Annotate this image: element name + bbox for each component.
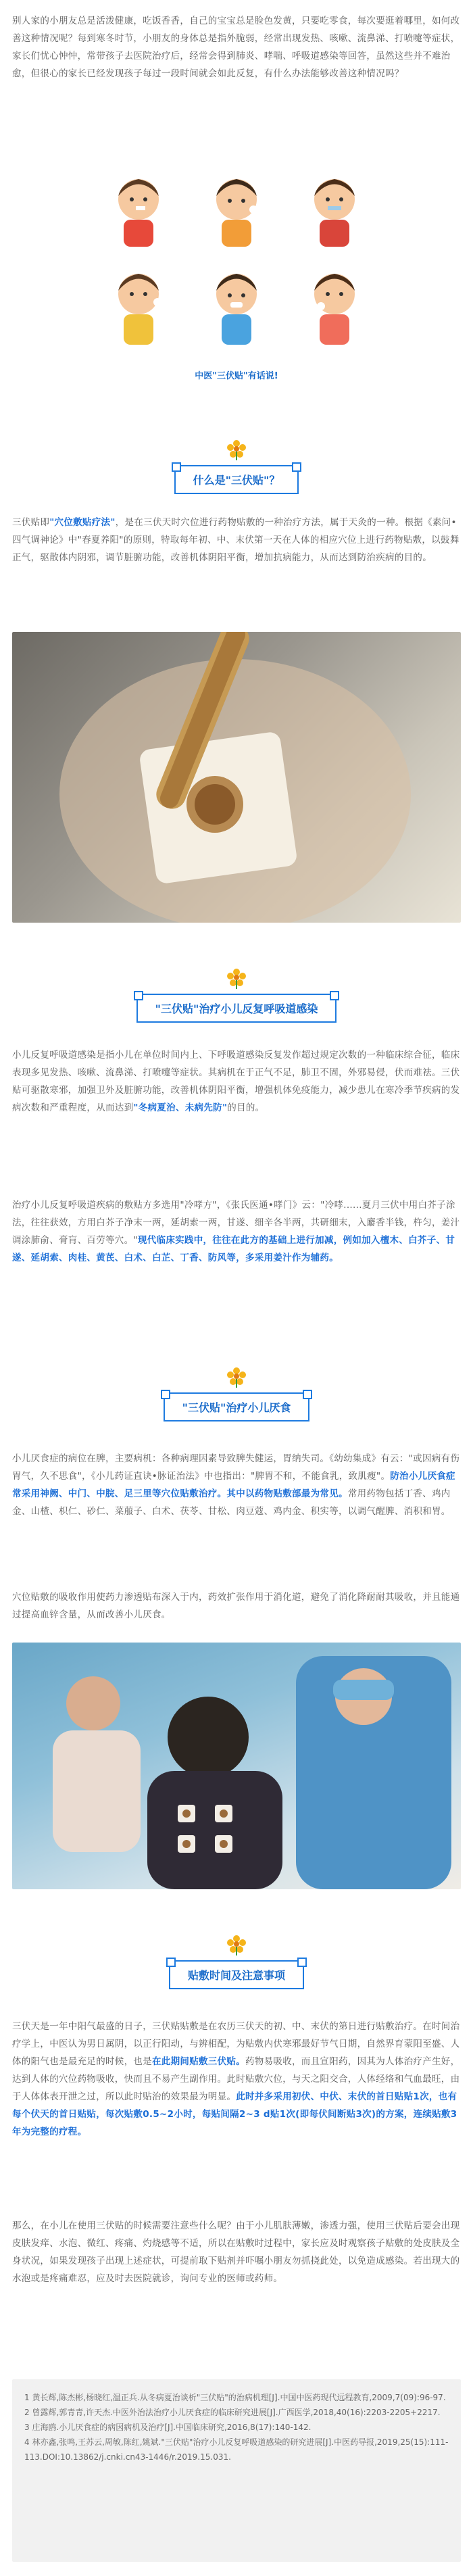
paragraph-timing (12, 2018, 461, 2141)
paragraph-absorption: 穴位贴敷的吸收作用使药力渗透贴布深入于内，药效扩张作用于消化道，避免了消化降耐耐其吸收，并且能通过提高血锌含量，从而改善小儿厌食。 (12, 1592, 460, 1620)
references-box (12, 2379, 461, 2562)
sick-children-illustration (98, 159, 375, 362)
p4-text-c: 常用药物包括丁香、鸡内金、山楂、枳仁、砂仁、菜菔子、白术、茯苓、甘松、肉豆蔻、鸡内金、积实等，以调气醒脾、消积和胃。 (12, 1488, 451, 1517)
child-cartoon-5 (216, 274, 257, 345)
flower-icon (225, 438, 248, 461)
paragraph-respiratory (12, 1046, 461, 1117)
flower-icon (225, 967, 248, 990)
section-title-2: "三伏贴"治疗小儿反复呼吸道感染 (136, 994, 337, 1023)
reference-item: 1 黄长辉,陈杰彬,杨晓红,温正兵.从冬病夏治谈析"三伏贴"的治病机理[J].中国中医药现代远程教育,2009,7(09):96-97. (24, 2393, 446, 2402)
paragraph-precautions: 那么，在小儿在使用三伏贴的时候需要注意些什么呢？由于小儿肌肤薄嫩，渗透力强，使用三伏贴后要会出现皮肤发痒、水泡、微红、疼痛、灼烧感等不适，所以在贴敷时过程中，家长应及时观察孩子贴敷的处皮肤及全身状况，如果发现孩子出现上述症状，可提前取下贴剂并吓嘱小朋友勿抓挠此处，以免造成感染。若出现大的水泡或是疼痛难忍，应及时去医院就诊，询问专业的医师或药师。 (12, 2220, 460, 2284)
flower-icon (225, 1933, 248, 1956)
paragraph-anorexia (12, 1450, 461, 1520)
section-title-3: "三伏贴"治疗小儿厌食 (164, 1392, 310, 1421)
child-cartoon-3 (314, 179, 355, 247)
reference-item: 3 庄海鸥.小儿厌食症的病因病机及治疗[J].中国临床研究,2016,8(17):140-142. (24, 2423, 312, 2432)
p2-text-c: 的目的。 (227, 1102, 265, 1113)
child-cartoon-6 (314, 274, 355, 345)
child-cartoon-4 (118, 274, 161, 345)
p1-text-c: ，是在三伏天时穴位进行药物贴敷的一种治疗方法，属于天灸的一种。根据《素问•四气调神论》中"春夏养阳"的原则，特取每年初、中、末伏第一天在人体的相应穴位上进行药物贴敷，以鼓舞正气，驱散体内阴邪，调节脏腑功能，改善机体阴阳平衡，增加抗病能力，从而达到防治疾病的目的。 (12, 517, 459, 563)
p3-text-a: 治疗小儿反复呼吸道疾病的敷贴方多选用"冷哮方"，《张氏医通•哮门》云："冷哮......夏月三伏中用白芥子涂法，往往获效，方用白芥子净末一两，延胡索一两，甘遂、细辛各半两，共研细末，入麝香半钱，杵匀，姜汁调涂肺俞、膏肓、百劳等穴。" (12, 1200, 460, 1246)
section-header-2 (0, 967, 473, 1023)
paragraph-formula (12, 1196, 461, 1267)
children-illustration-svg (98, 159, 375, 362)
reference-item: 4 林亦鑫,张鸣,王苏云,周敏,陈红,姚斌."三伏贴"治疗小儿反复呼吸道感染的研究进展[J].中医药导报,2019,25(15):111-113.DOI:10.13862/j.cnki.cn43-1446/r.2019.15.031. (24, 2437, 449, 2462)
child-cartoon-2 (216, 179, 257, 247)
intro-paragraph: 别人家的小朋友总是活泼健康，吃饭香香，自己的宝宝总是脸色发黄，只要吃零食，每次要逛着哪里，如何改善这种情况呢？每到寒冬时节，小朋友的身体总是指外脆弱，经常出现发热、咳嗽、流鼻涕、打喷嚏等症状，家长们忧心忡忡，常带孩子去医院治疗后，经常会得到肺炎、哮喘、呼吸道感染等回答，虽然这些并不难治愈，但很心的家长已经发现孩子每过一段时间就会如此反复，有什么办法能够改善这种情况吗？ (12, 16, 460, 79)
p2-text-a: 小儿反复呼吸道感染是指小儿在单位时间内上、下呼吸道感染反复发作超过规定次数的一种临床综合征，临床表现多见发热、咳嗽、流鼻涕、打喷嚏等症状。其病机在于正气不足，肺卫不固，外邪易侵，伏而难祛。三伏贴可驱散寒邪，加强卫外及脏腑功能，改善机体阴阳平衡，增强机体免疫能力，减少患儿在寒冷季节疾病的发病次数和严重程度，从而达到 (12, 1050, 460, 1113)
section-header-4 (0, 1933, 473, 1989)
flower-icon (225, 1365, 248, 1388)
p2-highlight: "冬病夏治、未病先防" (133, 1102, 228, 1113)
section-header-3 (0, 1365, 473, 1421)
child-cartoon-1 (118, 179, 159, 247)
section-title-1: 什么是"三伏贴"？ (174, 465, 299, 494)
p6-text-a: 三伏天是一年中阳气最盛的日子，三伏贴贴敷是在农历三伏天的初、中、末伏的第日进行贴敷治疗。在时间治疗学上，中医认为男日属阴，以正行阳动，与辨相配，为贴敷内伏寒邪最好节气日期，自然界育蒙阳至盛、人体的阳气也是最充足的时候，也是 (12, 2021, 460, 2067)
section-title-4: 贴敷时间及注意事项 (169, 1960, 304, 1989)
p4-text-a: 小儿厌食症的病位在脾，主要病机：各种病理因素导致脾失健运，胃纳失司。《幼幼集成》有云："或因病有伤胃气，久不思食"，《小儿药证直诀•脉证治法》中也指出："脾胃不和，不能食乳，致肌瘦"。 (12, 1453, 460, 1482)
reference-item: 2 曾露辉,郭青青,许天杰.中医外治法治疗小儿厌食症的临床研究进展[J].广西医学,2018,40(16):2203-2205+2217. (24, 2408, 441, 2417)
p6-text-c: 药物易吸收，而且宣阳药，因其为人体治疗产生好，达到人体的穴位药物吸收，快而且不易产生副作用。此时贴敷穴位，与天之阳交合，人体经络和气血最旺，由于人体体表开泄之过，所以此时贴治的效果最为明显。 (12, 2056, 460, 2102)
p4-highlight: 防治小儿厌食症常采用神阙、中门、中脘、足三里等穴位贴敷治疗。其中以药物贴敷部最为常见。 (12, 1471, 455, 1499)
p6-highlight-1: 在此期间贴敷三伏贴。 (152, 2056, 245, 2067)
child-treatment-photo (12, 1643, 461, 1889)
p1-text-a: 三伏贴即 (12, 517, 50, 528)
acupoint-patch-photo (12, 632, 461, 923)
subtitle: 中医"三伏贴"有话说! (195, 371, 278, 381)
p6-highlight-2: 此时并多采用初伏、中伏、末伏的首日贴贴1次，也有每个伏天的首日贴贴，每次贴敷0.5~2小时，每贴间隔2~3 d贴1次(即每伏间断贴3次)的方案，连续贴敷3年为完整的疗程。 (12, 2091, 457, 2137)
section-header-1 (0, 438, 473, 494)
p1-highlight: "穴位敷贴疗法" (49, 517, 116, 528)
paragraph-what-is (12, 514, 461, 566)
p3-highlight: 现代临床实践中，往往在此方的基础上进行加减，例如加入檀木、白芥子、甘遂、延胡索、肉桂、黄芪、白术、白芷、丁香、防风等，多采用姜汁作为辅药。 (12, 1235, 455, 1263)
